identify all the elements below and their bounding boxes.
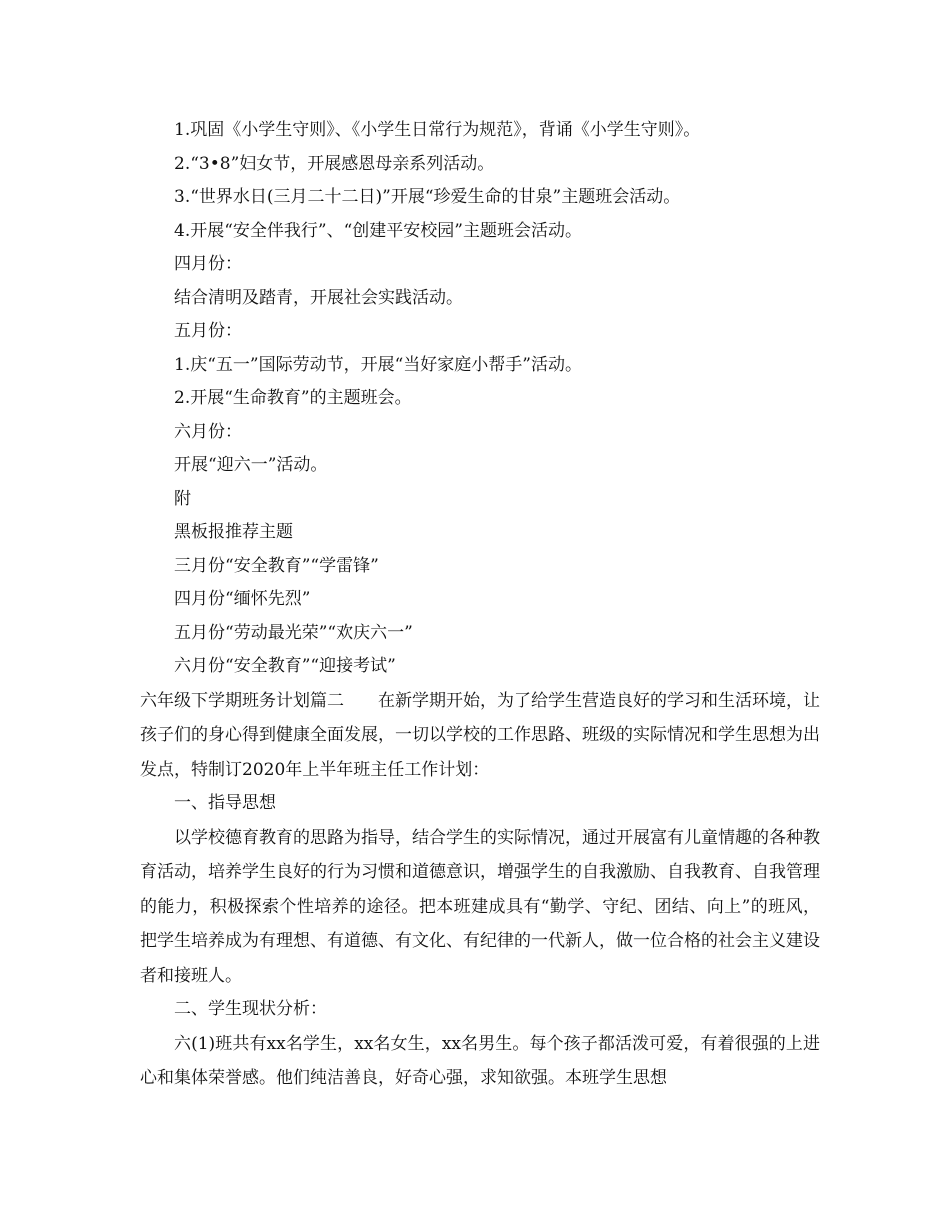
month-heading-april: 四月份： bbox=[174, 254, 242, 274]
april-activity: 结合清明及踏青，开展社会实践活动。 bbox=[174, 287, 463, 308]
month-heading-may: 五月份： bbox=[174, 321, 242, 341]
plan-item-1: 1.巩固《小学生守则》、《小学生日常行为规范》，背诵《小学生守则》。 bbox=[174, 120, 701, 140]
blackboard-heading: 黑板报推荐主题 bbox=[174, 522, 293, 542]
intro-paragraph: 六年级下学期班务计划篇二 在新学期开始，为了给学生营造良好的学习和生活环境，让孩子们的身心得到健康全面发展，一切以学校的工作思路、班级的实际情况和学生思想为出发点，特制订2020年上半年班主任工作计划： bbox=[140, 690, 820, 780]
blackboard-may: 五月份“劳动最光荣”“欢庆六一” bbox=[174, 622, 413, 643]
blackboard-april: 四月份“缅怀先烈” bbox=[174, 589, 311, 609]
plan-item-2: 2.“3•8”妇女节，开展感恩母亲系列活动。 bbox=[174, 153, 495, 174]
document-body bbox=[140, 114, 820, 1096]
section-heading-student-analysis: 二、学生现状分析： bbox=[174, 999, 327, 1019]
june-activity: 开展“迎六一”活动。 bbox=[174, 455, 328, 475]
month-heading-june: 六月份： bbox=[174, 421, 242, 442]
blackboard-march: 三月份“安全教育”“学雷锋” bbox=[174, 555, 379, 576]
appendix-label: 附 bbox=[174, 488, 191, 509]
may-activity-1: 1.庆“五一”国际劳动节，开展“当好家庭小帮手”活动。 bbox=[174, 354, 582, 375]
section-heading-guiding-thought: 一、指导思想 bbox=[174, 793, 276, 813]
guiding-thought-paragraph: 以学校德育教育的思路为指导，结合学生的实际情况，通过开展富有儿童情趣的各种教育活动，培养学生良好的行为习惯和道德意识，增强学生的自我激励、自我教育、自我管理的能力，积极探索个性培养的途径。把本班建成具有“勤学、守纪、团结、向上”的班风，把学生培养成为有理想、有道德、有文化、有纪律的一代新人，做一位合格的社会主义建设者和接班人。 bbox=[140, 827, 820, 986]
plan-item-3: 3.“世界水日(三月二十二日)”开展“珍爱生命的甘泉”主题班会活动。 bbox=[174, 187, 681, 207]
plan-item-4: 4.开展“安全伴我行”、“创建平安校园”主题班会活动。 bbox=[174, 220, 582, 241]
student-analysis-paragraph: 六(1)班共有xx名学生，xx名女生，xx名男生。每个孩子都活泼可爱，有着很强的上进心和集体荣誉感。他们纯洁善良，好奇心强，求知欲强。本班学生思想 bbox=[140, 1033, 820, 1088]
blackboard-june: 六月份“安全教育”“迎接考试” bbox=[174, 656, 396, 676]
may-activity-2: 2.开展“生命教育”的主题班会。 bbox=[174, 388, 412, 408]
